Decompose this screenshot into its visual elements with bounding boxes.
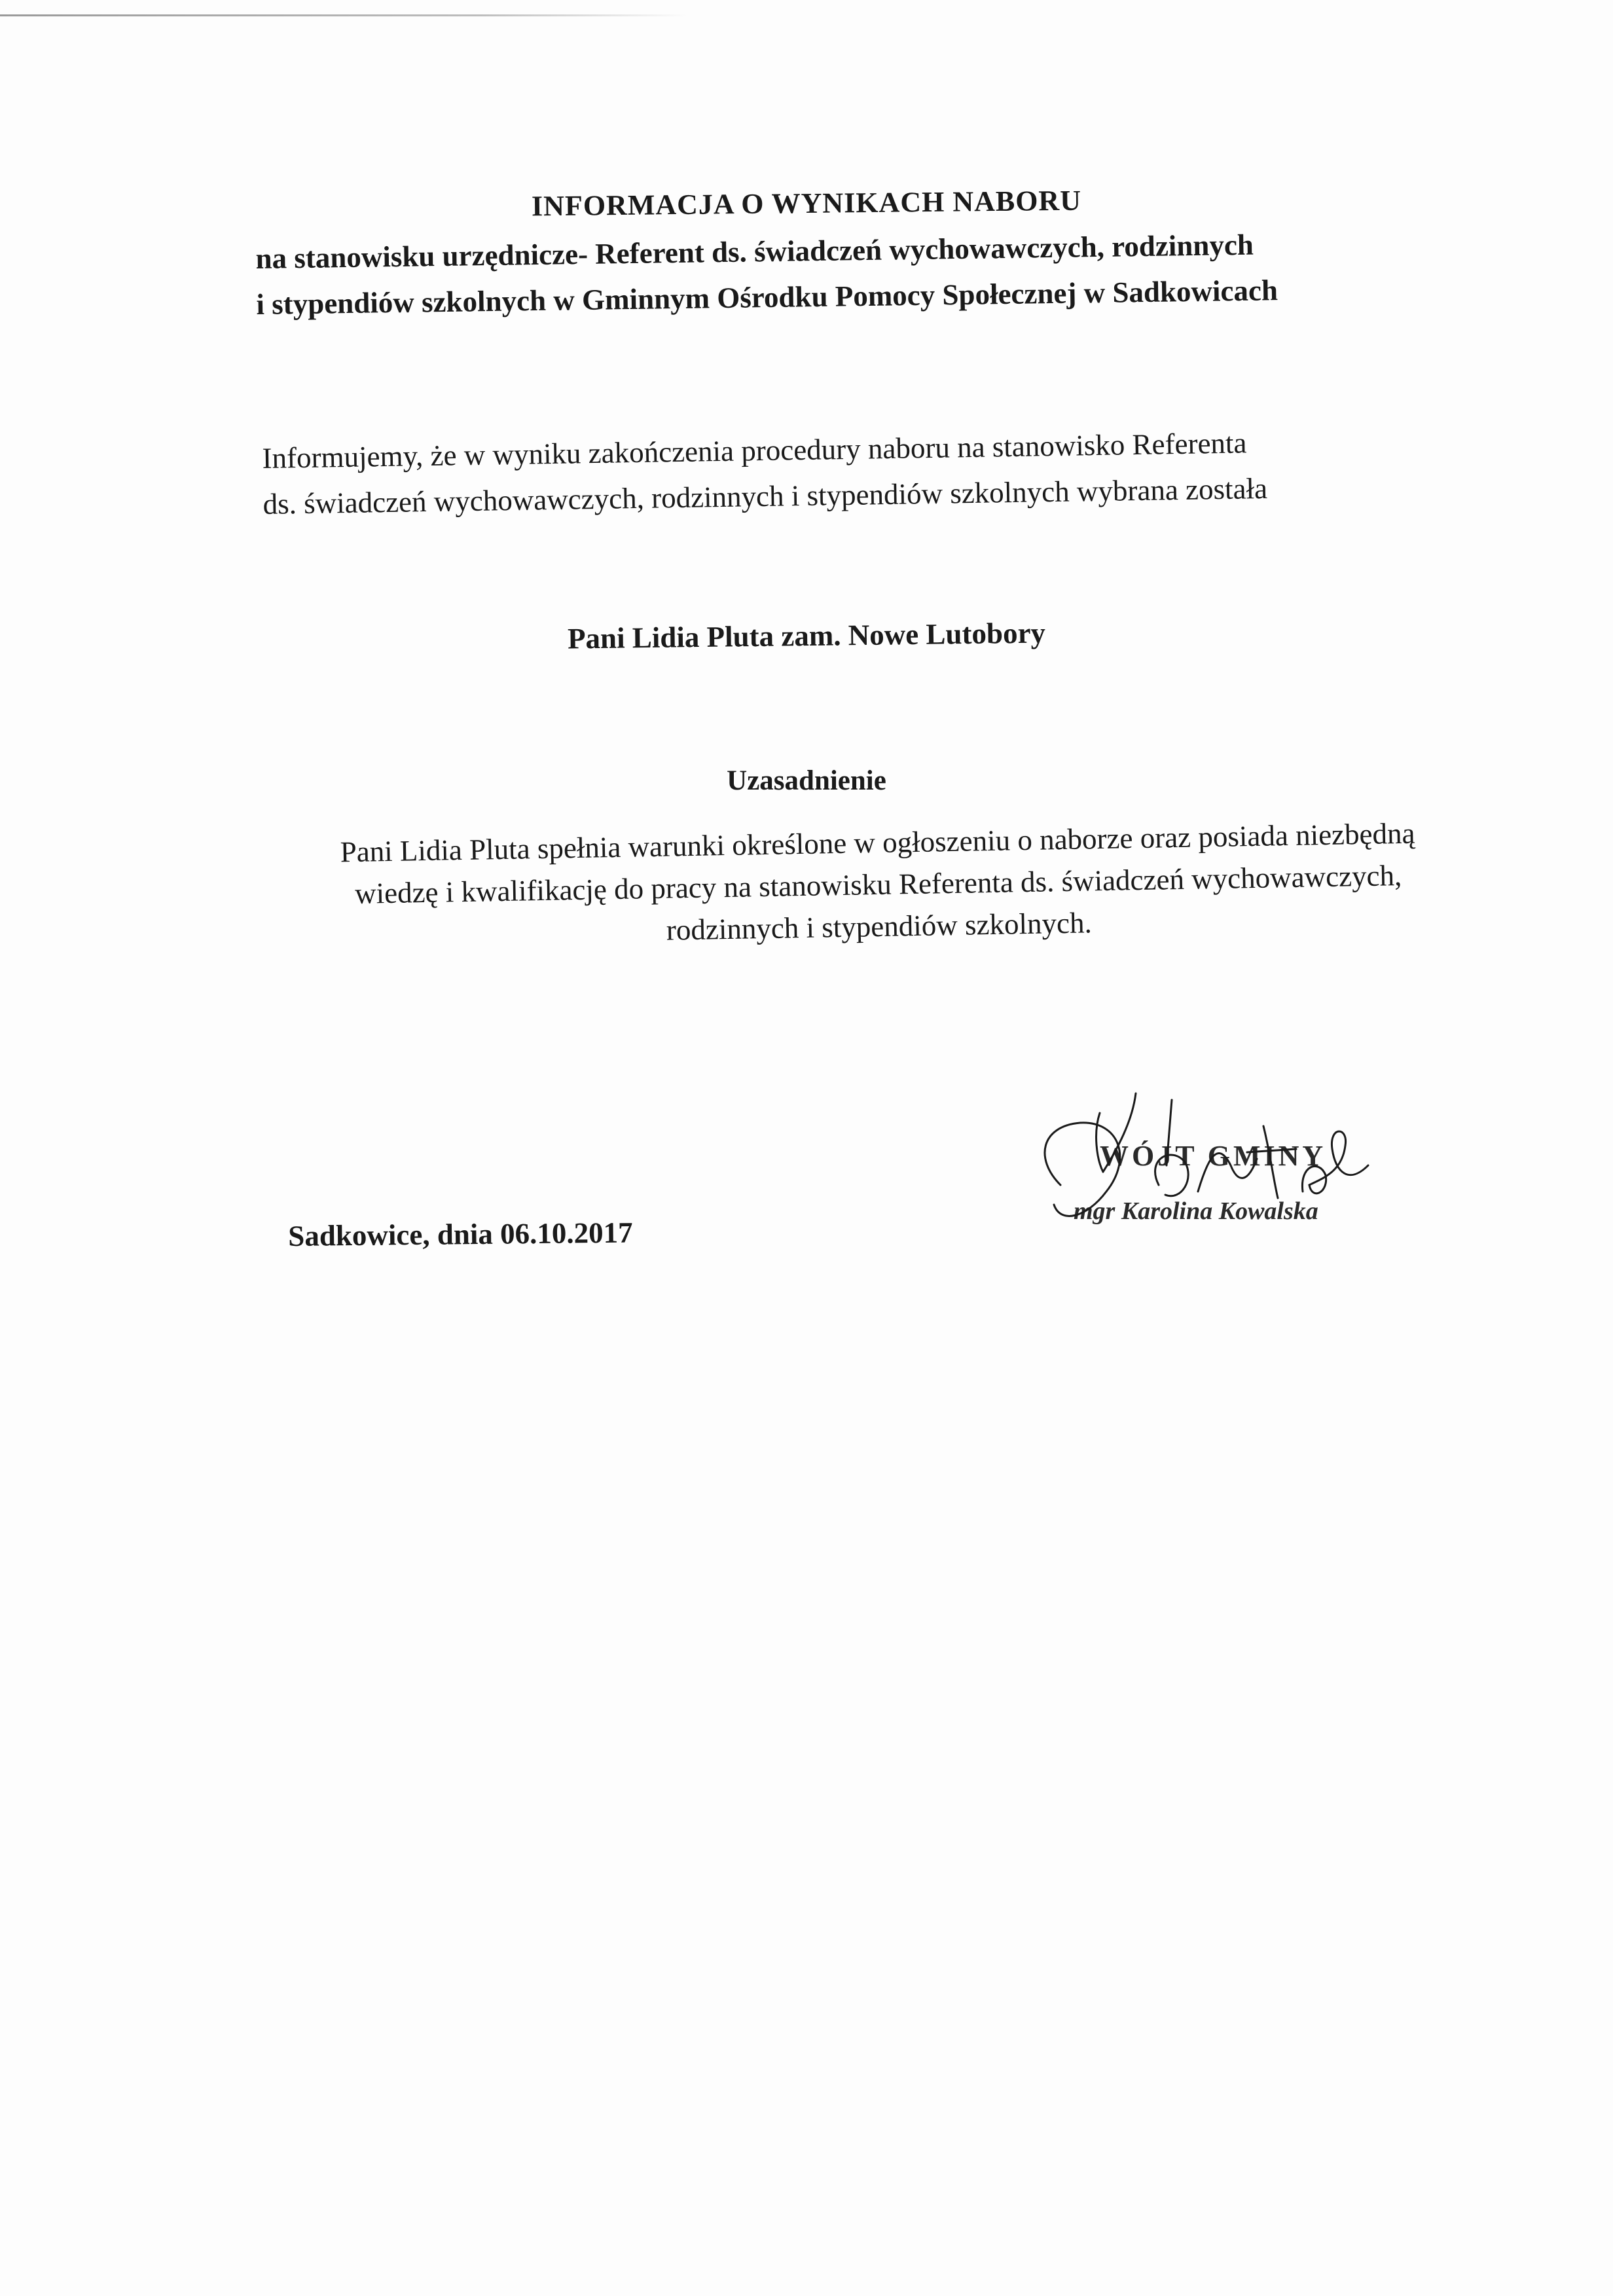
- scan-edge-line: [0, 14, 687, 16]
- stamp-office: WÓJT GMINY: [1100, 1140, 1327, 1172]
- justification-line: wiedzę i kwalifikację do pracy na stanowisku Referenta ds. świadczeń wychowawczych,: [354, 859, 1402, 910]
- intro-line: ds. świadczeń wychowawczych, rodzinnych i stypendiów szkolnych wybrana została: [263, 471, 1268, 520]
- justification-line: rodzinnych i stypendiów szkolnych.: [666, 906, 1093, 947]
- place-and-date: Sadkowice, dnia 06.10.2017: [288, 1216, 633, 1252]
- subtitle-line: na stanowisku urzędnicze- Referent ds. świadczeń wychowawczych, rodzinnych: [255, 228, 1254, 275]
- document-title: INFORMACJA O WYNIKACH NABORU: [531, 184, 1082, 223]
- document-subtitle: [255, 219, 1422, 327]
- official-stamp: [1021, 1087, 1388, 1264]
- intro-paragraph: [262, 417, 1415, 527]
- justification-line: Pani Lidia Pluta spełnia warunki określone w ogłoszeniu o naborze oraz posiada niezbędną: [340, 816, 1415, 869]
- handwritten-signature: [1021, 1087, 1388, 1264]
- selected-person: Pani Lidia Pluta zam. Nowe Lutobory: [567, 616, 1046, 655]
- intro-line: Informujemy, że w wyniku zakończenia procedury naboru na stanowisko Referenta: [262, 426, 1247, 475]
- subtitle-line: i stypendiów szkolnych w Gminnym Ośrodku Pomocy Społecznej w Sadkowicach: [256, 274, 1278, 321]
- justification-paragraph: [236, 811, 1521, 958]
- stamp-name: mgr Karolina Kowalska: [1074, 1197, 1318, 1225]
- justification-heading: Uzasadnienie: [727, 765, 886, 796]
